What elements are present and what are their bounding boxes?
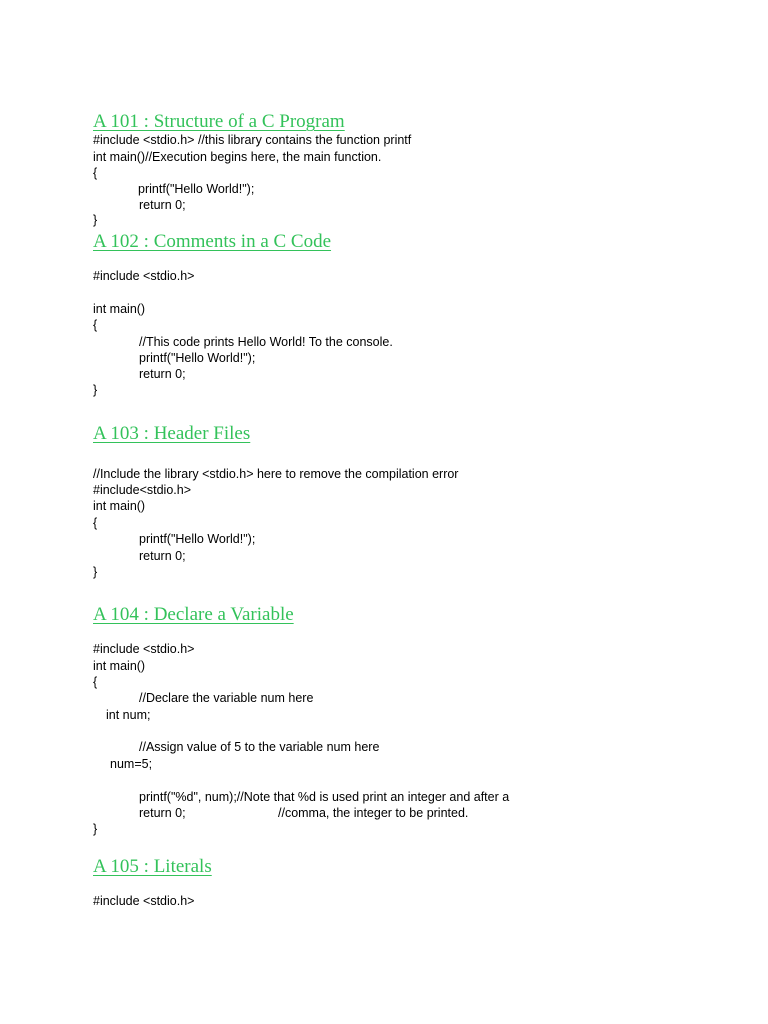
code-line: return 0; [139,549,186,563]
code-line: printf("%d", num);//Note that %d is used print an integer and after a [139,790,510,804]
code-line: //This code prints Hello World! To the console. [139,335,393,349]
code-line: #include <stdio.h> [93,894,195,908]
code-line: return 0; [139,806,186,820]
code-line: //Include the library <stdio.h> here to remove the compilation error [93,467,459,481]
code-line: printf("Hello World!"); [139,532,256,546]
code-line: return 0; [139,367,186,381]
code-line: { [93,516,98,530]
code-line: } [93,213,98,227]
section-heading-a103: A 103 : Header Files [93,423,251,444]
code-line: { [93,166,98,180]
section-heading-a105: A 105 : Literals [93,856,212,877]
code-line: printf("Hello World!"); [139,351,256,365]
code-line: int main() [93,499,146,513]
code-line: #include<stdio.h> [93,483,191,497]
code-line: return 0; [139,198,186,212]
section-heading-a101: A 101 : Structure of a C Program [93,111,345,132]
code-line: //Declare the variable num here [139,691,314,705]
code-line: printf("Hello World!"); [138,182,255,196]
code-line: } [93,565,98,579]
code-line: num=5; [110,757,153,771]
section-heading-a104: A 104 : Declare a Variable [93,604,294,625]
code-line: //Assign value of 5 to the variable num here [139,740,380,754]
code-line: } [93,383,98,397]
code-line: #include <stdio.h> //this library contains the function printf [93,133,412,147]
code-line: //comma, the integer to be printed. [278,806,469,820]
code-line: int num; [106,708,151,722]
code-line: } [93,822,98,836]
code-line: #include <stdio.h> [93,269,195,283]
code-line: { [93,318,98,332]
section-heading-a102: A 102 : Comments in a C Code [93,231,332,252]
code-line: int main()//Execution begins here, the main function. [93,150,382,164]
code-line: int main() [93,659,146,673]
code-line: { [93,675,98,689]
code-line: #include <stdio.h> [93,642,195,656]
code-line: int main() [93,302,146,316]
